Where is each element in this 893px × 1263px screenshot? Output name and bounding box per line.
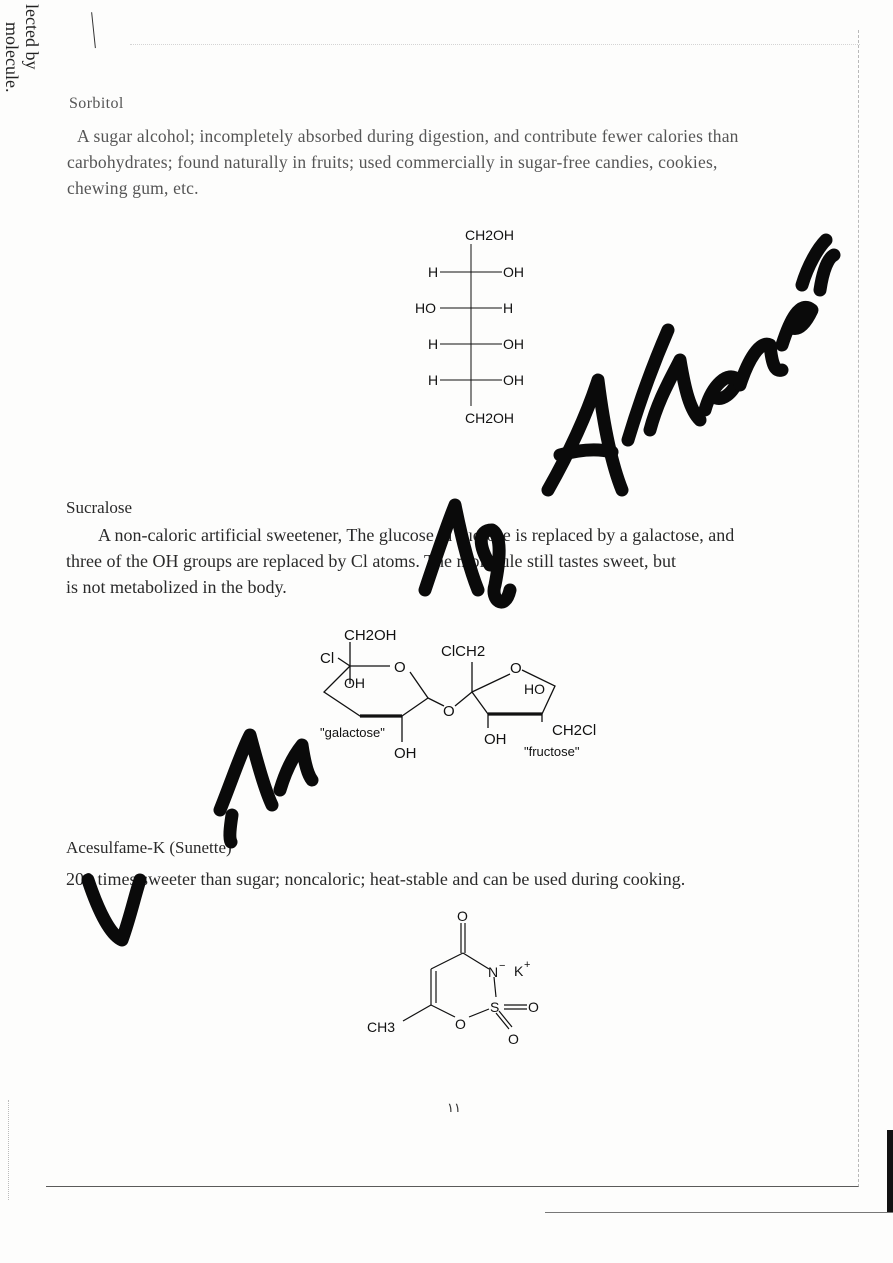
- acesulfame-k: K: [514, 963, 524, 979]
- sorbitol-line-3: chewing gum, etc.: [67, 178, 199, 198]
- sucralose-ho-right: HO: [524, 681, 545, 697]
- signature-stroke-a2: [705, 377, 738, 410]
- acesulfame-n-charge: −: [499, 960, 506, 972]
- acesulfame-o-right: O: [528, 999, 539, 1015]
- acesulfame-s: S: [490, 999, 500, 1015]
- sucralose-ring-o-right: O: [510, 660, 522, 677]
- sucralose-galactose-label: "galactose": [320, 725, 385, 740]
- signature-stroke-ag-g: [481, 530, 510, 602]
- signature-stroke-ag-a: [425, 505, 478, 590]
- signature-stroke-i: [820, 255, 834, 290]
- signature-stroke-anw-a: [220, 735, 272, 810]
- sorbitol-r2-left: HO: [415, 300, 436, 316]
- sorbitol-r4-right: OH: [503, 372, 524, 388]
- sucralose-oh-ring: OH: [344, 675, 365, 691]
- sorbitol-r1-right: OH: [503, 264, 524, 280]
- sucralose-oh-bottom-right: OH: [484, 731, 507, 748]
- acesulfame-o-top: O: [457, 908, 468, 924]
- sorbitol-r3-left: H: [428, 336, 439, 352]
- signature-stroke-anw-n: [280, 745, 312, 790]
- sorbitol-r3-right: OH: [503, 336, 524, 352]
- sucralose-line-3: is not metabolized in the body.: [66, 577, 287, 597]
- sucralose-ch2cl: CH2Cl: [552, 722, 597, 739]
- acesulfame-heading: Acesulfame-K (Sunette): [66, 838, 232, 857]
- sucralose-ch2oh: CH2OH: [344, 627, 397, 644]
- signature-stroke-dot: [230, 815, 232, 842]
- sorbitol-line-2: carbohydrates; found naturally in fruits; used commercially in sugar-free candies, cookies,: [67, 152, 718, 172]
- sorbitol-top-label: CH2OH: [465, 227, 515, 243]
- signature-stroke-a-bar: [560, 450, 612, 455]
- sorbitol-line-1: A sugar alcohol; incompletely absorbed during digestion, and contribute fewer calories than: [77, 126, 739, 146]
- sucralose-heading: Sucralose: [66, 498, 133, 517]
- sucralose-fructose-label: "fructose": [524, 744, 580, 759]
- signature-stroke-a: [548, 380, 622, 490]
- sorbitol-r4-left: H: [428, 372, 439, 388]
- sucralose-oh-bottom-left: OH: [394, 745, 417, 762]
- sucralose-line-2: three of the OH groups are replaced by Cl atoms. The molecule still tastes sweet, but: [66, 551, 676, 571]
- sorbitol-bottom-label: CH2OH: [465, 410, 515, 426]
- signature-stroke-m: [740, 344, 782, 385]
- sorbitol-r1-left: H: [428, 264, 439, 280]
- acesulfame-line-1: 200 times sweeter than sugar; noncaloric; heat-stable and can be used during cooking.: [66, 869, 686, 889]
- sucralose-line-1: A non-caloric artificial sweetener, The glucose in sucrose is replaced by a galactose, and: [98, 525, 735, 545]
- acesulfame-o-bottom: O: [508, 1031, 519, 1047]
- acesulfame-n: N: [488, 964, 499, 980]
- sorbitol-r2-right: H: [503, 300, 514, 316]
- sucralose-bridge-o: O: [443, 703, 455, 720]
- acesulfame-o-ring: O: [455, 1016, 466, 1032]
- page-number: ١١: [447, 1100, 461, 1115]
- margin-fragment-line2: molecule.: [2, 22, 22, 93]
- signature-stroke-d: [782, 307, 812, 345]
- sucralose-cl: Cl: [320, 650, 335, 667]
- signature-stroke-d-lower: [88, 880, 140, 940]
- sucralose-ring-o-left: O: [394, 659, 406, 676]
- sorbitol-heading: Sorbitol: [69, 95, 124, 112]
- margin-fragment-line1: lected by: [22, 4, 42, 70]
- acesulfame-k-charge: +: [524, 959, 531, 971]
- sucralose-clch2: ClCH2: [441, 643, 486, 660]
- acesulfame-ch3: CH3: [367, 1019, 396, 1035]
